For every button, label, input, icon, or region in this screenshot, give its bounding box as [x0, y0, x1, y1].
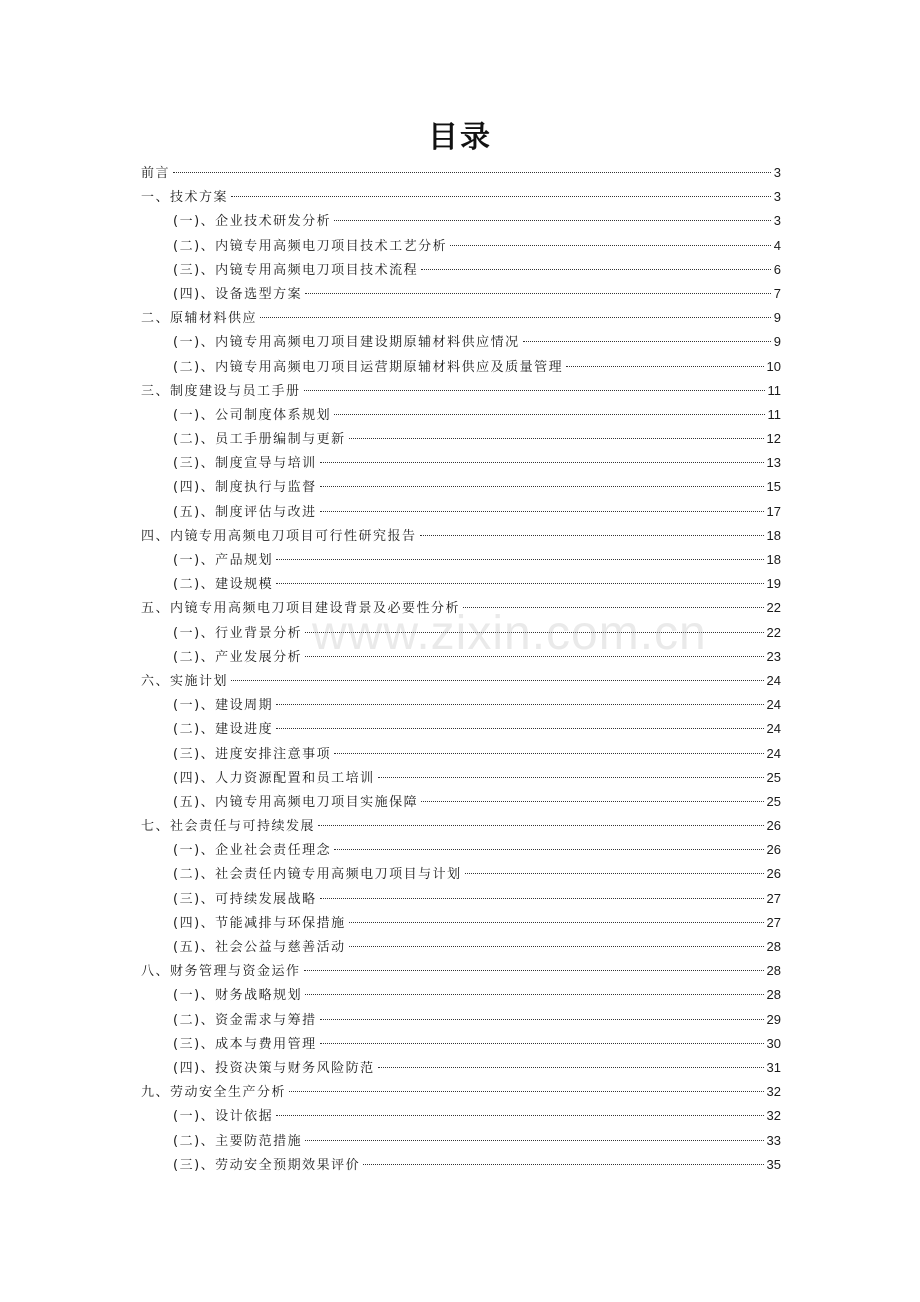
toc-entry-section[interactable] [141, 1008, 781, 1032]
toc-entry-text: (四)、制度执行与监督 [173, 480, 317, 496]
dot-leader [231, 680, 764, 681]
dot-leader [305, 994, 763, 995]
toc-entry-chapter[interactable] [141, 959, 781, 983]
toc-entry-text: (一)、设计依据 [173, 1109, 274, 1125]
toc-entry-text: (二)、资金需求与筹措 [173, 1012, 317, 1028]
dot-leader [378, 777, 764, 778]
toc-entry-text: 六、实施计划 [141, 673, 229, 689]
toc-entry-text: 七、社会责任与可持续发展 [141, 819, 316, 835]
toc-entry-page-number: 22 [766, 624, 781, 640]
toc-entry-page-number: 25 [766, 769, 781, 785]
toc-entry-text: (五)、内镜专用高频电刀项目实施保障 [173, 794, 419, 810]
dot-leader [349, 946, 764, 947]
toc-entry-text: (四)、设备选型方案 [173, 286, 303, 302]
dot-leader [463, 607, 764, 608]
toc-entry-section[interactable] [141, 330, 781, 354]
toc-entry-text: 九、劳动安全生产分析 [141, 1085, 287, 1101]
toc-entry-section[interactable] [141, 451, 781, 475]
dot-leader [334, 849, 763, 850]
dot-leader [305, 1140, 763, 1141]
toc-entry-page-number: 32 [766, 1084, 781, 1100]
toc-entry-section[interactable] [141, 1129, 781, 1153]
toc-entry-section[interactable] [141, 1104, 781, 1128]
toc-entry-page-number: 30 [766, 1035, 781, 1051]
dot-leader [450, 245, 771, 246]
toc-entry-page-number: 24 [766, 721, 781, 737]
toc-entry-text: (五)、制度评估与改进 [173, 504, 317, 520]
toc-entry-section[interactable] [141, 500, 781, 524]
toc-entry-page-number: 6 [773, 261, 781, 277]
toc-entry-chapter[interactable] [141, 524, 781, 548]
toc-entry-page-number: 13 [766, 455, 781, 471]
dot-leader [420, 535, 764, 536]
toc-entry-text: (三)、制度宣导与培训 [173, 456, 317, 472]
toc-entry-section[interactable] [141, 935, 781, 959]
dot-leader [566, 366, 763, 367]
toc-entry-section[interactable] [141, 234, 781, 258]
toc-entry-page-number: 19 [766, 576, 781, 592]
toc-entry-section[interactable] [141, 766, 781, 790]
toc-entry-section[interactable] [141, 911, 781, 935]
toc-entry-text: (三)、内镜专用高频电刀项目技术流程 [173, 262, 419, 278]
dot-leader [349, 438, 764, 439]
toc-entry-page-number: 7 [773, 285, 781, 301]
dot-leader [320, 511, 764, 512]
toc-entry-chapter[interactable] [141, 185, 781, 209]
toc-entry-page-number: 17 [766, 503, 781, 519]
toc-entry-section[interactable] [141, 621, 781, 645]
toc-entry-page-number: 15 [766, 479, 781, 495]
dot-leader [320, 1043, 764, 1044]
toc-entry-section[interactable] [141, 572, 781, 596]
toc-entry-text: 二、原辅材料供应 [141, 311, 258, 327]
page-title: 目录 [428, 120, 492, 155]
dot-leader [349, 922, 764, 923]
toc-entry-page-number: 27 [766, 914, 781, 930]
toc-entry-section[interactable] [141, 427, 781, 451]
toc-entry-text: (一)、建设周期 [173, 698, 274, 714]
dot-leader [276, 704, 763, 705]
toc-entry-page-number: 10 [766, 358, 781, 374]
toc-entry-section[interactable] [141, 693, 781, 717]
toc-entry-section[interactable] [141, 742, 781, 766]
toc-entry-text: (二)、社会责任内镜专用高频电刀项目与计划 [173, 867, 462, 883]
toc-entry-text: (一)、公司制度体系规划 [173, 407, 332, 423]
dot-leader [305, 632, 763, 633]
toc-entry-section[interactable] [141, 983, 781, 1007]
toc-entry-section[interactable] [141, 355, 781, 379]
toc-entry-page-number: 28 [766, 987, 781, 1003]
toc-entry-section[interactable] [141, 209, 781, 233]
dot-leader [334, 220, 771, 221]
toc-entry-section[interactable] [141, 258, 781, 282]
dot-leader [320, 462, 764, 463]
toc-entry-page-number: 27 [766, 890, 781, 906]
dot-leader [276, 583, 763, 584]
dot-leader [305, 656, 763, 657]
toc-entry-text: (一)、内镜专用高频电刀项目建设期原辅材料供应情况 [173, 335, 520, 351]
table-of-contents [141, 161, 781, 1177]
toc-entry-page-number: 33 [766, 1132, 781, 1148]
dot-leader [334, 414, 764, 415]
toc-entry-text: (二)、主要防范措施 [173, 1133, 303, 1149]
dot-leader [173, 172, 771, 173]
toc-entry-page-number: 3 [773, 189, 781, 205]
toc-entry-chapter[interactable] [141, 669, 781, 693]
toc-entry-text: (五)、社会公益与慈善活动 [173, 940, 346, 955]
toc-entry-page-number: 35 [766, 1156, 781, 1172]
toc-entry-section[interactable] [141, 838, 781, 862]
toc-entry-page-number: 11 [767, 406, 781, 422]
toc-entry-page-number: 3 [773, 165, 781, 180]
toc-entry-chapter[interactable] [141, 814, 781, 838]
toc-entry-section[interactable] [141, 790, 781, 814]
toc-entry-text: 八、财务管理与资金运作 [141, 964, 301, 980]
toc-entry-text: (四)、人力资源配置和员工培训 [173, 770, 375, 786]
toc-entry-page-number: 24 [766, 697, 781, 713]
dot-leader [421, 801, 763, 802]
toc-entry-page-number: 28 [766, 963, 781, 979]
dot-leader [260, 317, 771, 318]
dot-leader [305, 293, 771, 294]
dot-leader [378, 1067, 764, 1068]
toc-entry-section[interactable] [141, 645, 781, 669]
toc-entry-chapter[interactable] [141, 1080, 781, 1104]
toc-entry-page-number: 26 [766, 866, 781, 882]
dot-leader [421, 269, 771, 270]
toc-entry-text: (二)、产业发展分析 [173, 649, 303, 665]
toc-entry-page-number: 32 [766, 1108, 781, 1124]
toc-entry-section[interactable] [141, 403, 781, 427]
toc-entry-text: 四、内镜专用高频电刀项目可行性研究报告 [141, 528, 417, 544]
toc-entry-section[interactable] [141, 1056, 781, 1080]
toc-entry-page-number: 9 [773, 310, 781, 326]
toc-entry-text: (二)、建设规模 [173, 577, 274, 593]
toc-entry-text: 五、内镜专用高频电刀项目建设背景及必要性分析 [141, 601, 461, 617]
toc-entry-text: (二)、内镜专用高频电刀项目运营期原辅材料供应及质量管理 [173, 359, 564, 375]
toc-entry-text: (一)、企业社会责任理念 [173, 843, 332, 859]
toc-entry-section[interactable] [141, 282, 781, 306]
toc-entry-page-number: 26 [766, 842, 781, 858]
toc-entry-text: (一)、行业背景分析 [173, 625, 303, 641]
toc-entry-page-number: 4 [773, 237, 781, 253]
dot-leader [465, 873, 764, 874]
toc-entry-text: 三、制度建设与员工手册 [141, 383, 301, 399]
toc-entry-page-number: 22 [766, 600, 781, 616]
toc-entry-section[interactable] [141, 887, 781, 911]
dot-leader [318, 825, 764, 826]
toc-entry-page-number: 23 [766, 648, 781, 664]
toc-entry-text: (三)、可持续发展战略 [173, 891, 317, 907]
toc-entry-page-number: 18 [766, 552, 781, 567]
toc-entry-page-number: 24 [766, 745, 781, 761]
dot-leader [320, 898, 764, 899]
toc-entry-text: (二)、员工手册编制与更新 [173, 432, 346, 448]
toc-entry-page-number: 31 [766, 1059, 781, 1075]
toc-entry-section[interactable] [141, 1032, 781, 1056]
toc-entry-text: (三)、成本与费用管理 [173, 1036, 317, 1052]
toc-entry-section[interactable] [141, 548, 781, 572]
toc-entry-text: (四)、节能减排与环保措施 [173, 915, 346, 931]
toc-entry-page-number: 28 [766, 939, 781, 954]
toc-entry-text: 一、技术方案 [141, 190, 229, 206]
toc-entry-chapter[interactable] [141, 379, 781, 403]
toc-entry-text: (四)、投资决策与财务风险防范 [173, 1060, 375, 1076]
toc-entry-page-number: 26 [766, 818, 781, 834]
watermark: www.zixin.com.cn [312, 607, 707, 660]
dot-leader [523, 341, 771, 342]
toc-entry-chapter[interactable] [141, 161, 781, 185]
toc-entry-section[interactable] [141, 717, 781, 741]
toc-entry-page-number: 25 [766, 793, 781, 809]
dot-leader [304, 970, 764, 971]
dot-leader [231, 196, 771, 197]
toc-entry-page-number: 24 [766, 672, 781, 688]
toc-entry-section[interactable] [141, 862, 781, 886]
toc-entry-text: (一)、企业技术研发分析 [173, 214, 332, 230]
dot-leader [363, 1164, 763, 1165]
dot-leader [304, 390, 765, 391]
toc-entry-page-number: 9 [773, 334, 781, 350]
dot-leader [276, 559, 763, 560]
toc-entry-text: (三)、进度安排注意事项 [173, 746, 332, 762]
toc-entry-text: 前言 [141, 166, 171, 181]
dot-leader [320, 486, 764, 487]
dot-leader [276, 1115, 763, 1116]
dot-leader [276, 728, 763, 729]
toc-entry-section[interactable] [141, 475, 781, 499]
toc-entry-text: (二)、内镜专用高频电刀项目技术工艺分析 [173, 238, 448, 254]
toc-entry-chapter[interactable] [141, 306, 781, 330]
dot-leader [289, 1091, 764, 1092]
dot-leader [334, 753, 763, 754]
toc-entry-page-number: 18 [766, 527, 781, 543]
toc-entry-section[interactable] [141, 1153, 781, 1177]
toc-entry-chapter[interactable] [141, 596, 781, 620]
toc-entry-page-number: 12 [766, 431, 781, 447]
toc-entry-page-number: 3 [773, 213, 781, 229]
toc-entry-page-number: 11 [767, 382, 781, 398]
toc-entry-text: (三)、劳动安全预期效果评价 [173, 1157, 361, 1173]
dot-leader [320, 1019, 764, 1020]
toc-entry-text: (一)、产品规划 [173, 553, 274, 568]
toc-entry-page-number: 29 [766, 1011, 781, 1027]
toc-entry-text: (一)、财务战略规划 [173, 988, 303, 1004]
toc-entry-text: (二)、建设进度 [173, 722, 274, 738]
